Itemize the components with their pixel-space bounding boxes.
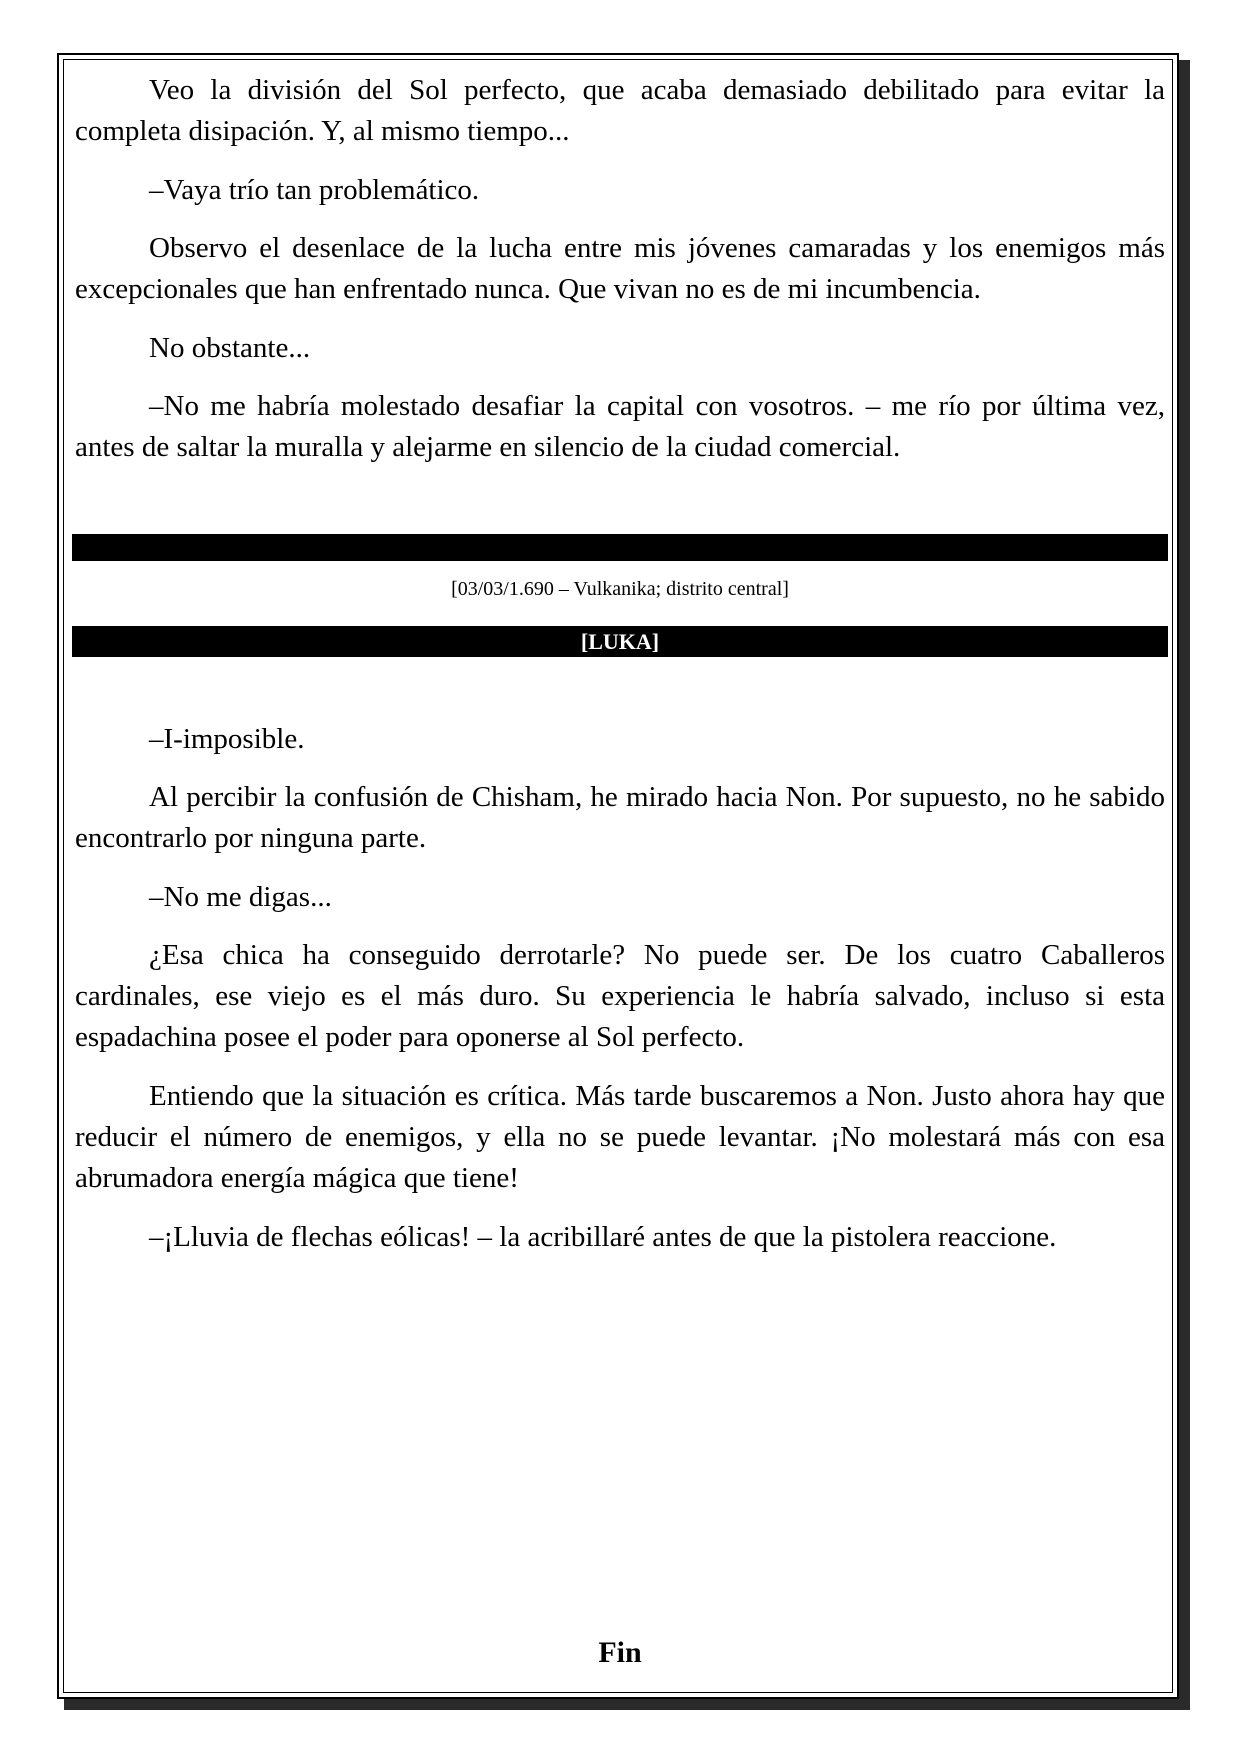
- paragraph: Veo la división del Sol perfecto, que acaba demasiado debilitado para evitar la completa disipación. Y, al mismo tiempo...: [75, 74, 1165, 147]
- paragraph: –I-imposible.: [149, 723, 305, 755]
- pov-character-bar: [72, 626, 1168, 657]
- paragraph: No obstante...: [149, 332, 311, 364]
- paragraph: –No me digas...: [149, 881, 332, 913]
- paragraph: Entiendo que la situación es crítica. Más tarde buscaremos a Non. Justo ahora hay que reducir el número de enemigos, y ella no se puede levantar. ¡No molestará más con esa abrumadora energía mágica que tiene!: [75, 1080, 1165, 1194]
- scene-date-location: [03/03/1.690 – Vulkanika; distrito central]: [451, 578, 789, 600]
- paragraph: Al percibir la confusión de Chisham, he mirado hacia Non. Por supuesto, no he sabido encontrarlo por ninguna parte.: [75, 781, 1165, 854]
- scene-divider-bar: [72, 534, 1168, 561]
- paragraph: –¡Lluvia de flechas eólicas! – la acribillaré antes de que la pistolera reaccione.: [149, 1221, 1057, 1253]
- paragraph: –Vaya trío tan problemático.: [149, 174, 480, 206]
- paragraph: ¿Esa chica ha conseguido derrotarle? No puede ser. De los cuatro Caballeros cardinales, ese viejo es el más duro. Su experiencia le habría salvado, incluso si esta espadachina posee el poder para oponerse al Sol perfecto.: [75, 939, 1165, 1053]
- paragraph: –No me habría molestado desafiar la capital con vosotros. – me río por última vez, antes de saltar la muralla y alejarme en silencio de la ciudad comercial.: [75, 390, 1165, 463]
- end-marker: Fin: [598, 1636, 642, 1669]
- paragraph: Observo el desenlace de la lucha entre mis jóvenes camaradas y los enemigos más excepcionales que han enfrentado nunca. Que vivan no es de mi incumbencia.: [75, 232, 1165, 305]
- pov-character-label: [LUKA]: [580, 629, 660, 654]
